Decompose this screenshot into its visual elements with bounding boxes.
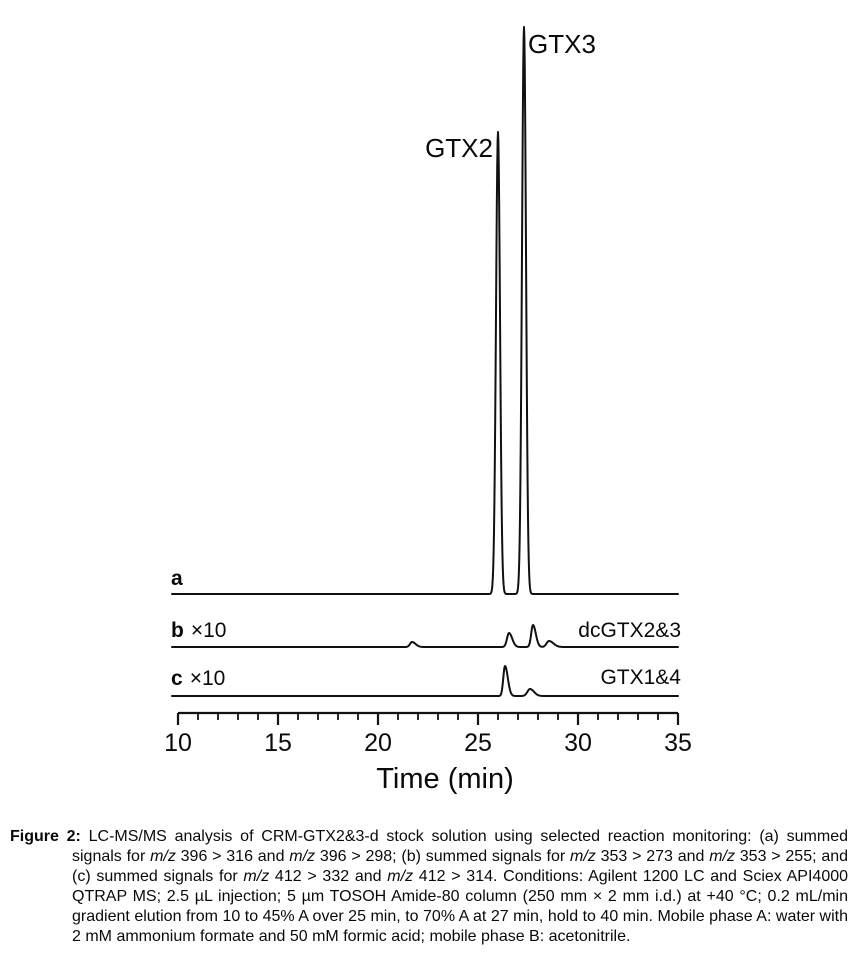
annotation-gtx1and4: GTX1&4: [600, 666, 681, 689]
trace-label-b: [171, 620, 226, 641]
caption-text: m/z: [709, 848, 735, 865]
x-tick-label-20: 20: [364, 729, 392, 757]
x-axis-title: Time (min): [376, 763, 514, 795]
x-tick-label-15: 15: [264, 729, 292, 757]
caption-text: 396 > 316 and: [175, 848, 290, 865]
caption-text: 412 > 332 and: [269, 868, 388, 885]
caption-text: 396 > 298; (b) summed signals for: [315, 848, 570, 865]
trace-label-c: [171, 668, 225, 689]
caption-text: LC-MS/MS analysis of CRM-GTX2&3-d stock solution using selected reaction monitoring: (a) summed signals for: [72, 828, 848, 865]
caption-text: m/z: [243, 868, 270, 885]
figure-caption: [10, 827, 848, 947]
caption-text: m/z: [150, 848, 176, 865]
caption-text: m/z: [387, 868, 414, 885]
x-tick-label-30: 30: [564, 729, 592, 757]
peak-label-gtx3: GTX3: [528, 29, 596, 59]
x-tick-label-25: 25: [464, 729, 492, 757]
trace-multiplier-b: ×10: [190, 619, 227, 642]
caption-text: m/z: [570, 848, 596, 865]
x-tick-label-35: 35: [664, 729, 692, 757]
x-tick-label-10: 10: [164, 729, 192, 757]
trace-multiplier-c: ×10: [189, 667, 226, 690]
trace-a: [172, 27, 678, 594]
caption-text: m/z: [289, 848, 316, 865]
trace-label-a: [171, 568, 183, 589]
caption-text: 353 > 273 and: [595, 848, 710, 865]
annotation-dcgtx2and3: dcGTX2&3: [578, 619, 681, 642]
trace-letter-a: a: [171, 567, 183, 590]
peak-label-gtx2: GTX2: [425, 133, 493, 163]
trace-letter-c: c: [171, 667, 183, 690]
caption-figure-label: Figure 2:: [10, 828, 81, 845]
caption-text: 353 > 255; and (c) summed signals for: [72, 848, 849, 885]
trace-letter-b: b: [171, 619, 184, 642]
caption-text: 412 > 314. Conditions: Agilent 1200 LC and Sciex API4000 QTRAP MS; 2.5 µL injection; 5 µm TOSOH Amide-80 column (250 mm × 2 mm i.d.) at +40 °C; 0.2 mL/min gradient elution from 10 to 45% A over 25 min, to 70% A at 27 min, hold to 40 min. Mobile phase A: water with 2 mM ammonium formate and 50 mM formic acid; mobile phase B: acetonitrile.: [72, 868, 849, 945]
